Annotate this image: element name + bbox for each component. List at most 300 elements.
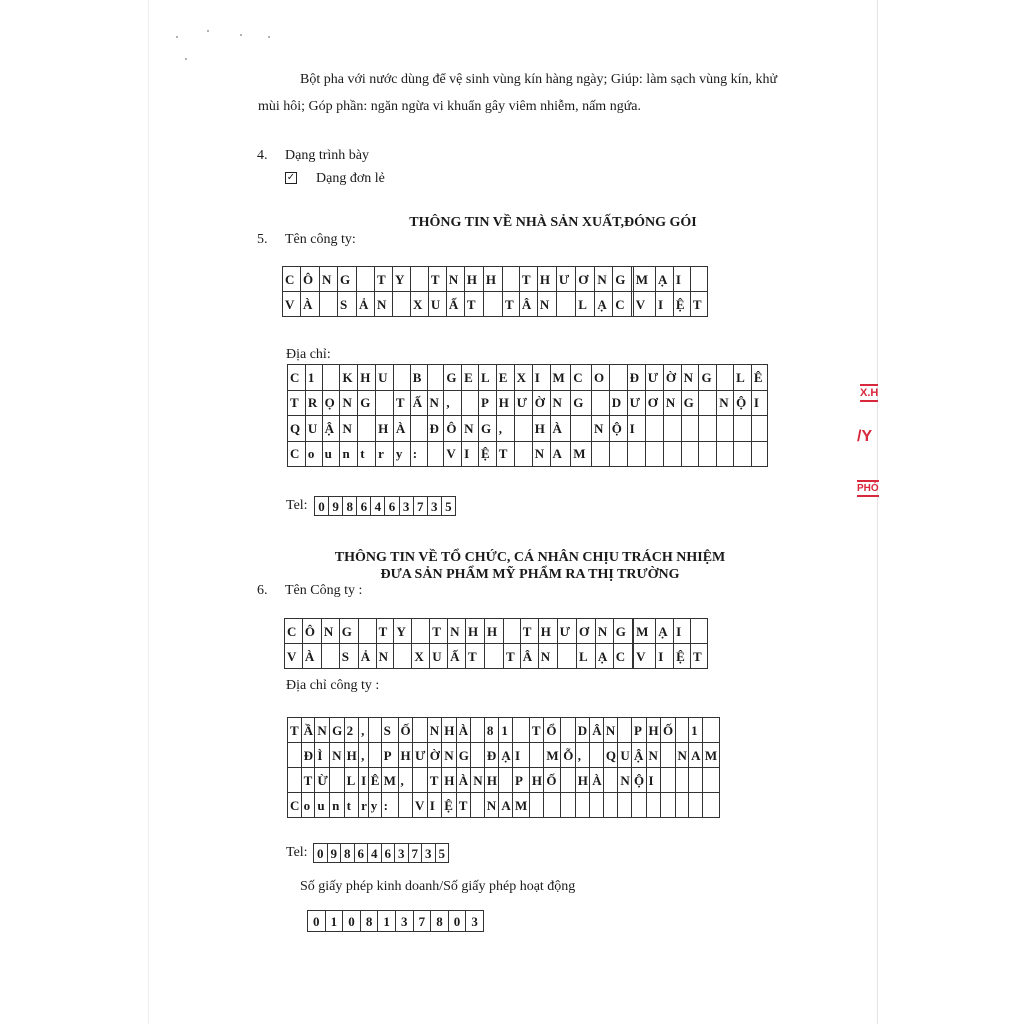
grid-char: Y bbox=[394, 271, 405, 287]
grid-cell bbox=[646, 793, 660, 818]
grid-cell bbox=[674, 619, 691, 644]
grid-char: Q bbox=[605, 747, 617, 763]
grid-char: Ộ bbox=[736, 395, 747, 411]
grid-cell bbox=[430, 619, 448, 644]
grid-char: Ệ bbox=[444, 797, 453, 813]
grid-char: U bbox=[620, 747, 630, 763]
grid-char: T bbox=[505, 648, 515, 664]
red-stamp-fragment: X.H bbox=[860, 384, 878, 402]
grid-cell bbox=[675, 743, 689, 768]
heading-responsible-line-1: THÔNG TIN VỀ TỔ CHỨC, CÁ NHÂN CHỊU TRÁCH NHIỆM bbox=[334, 550, 726, 565]
grid-cell bbox=[381, 768, 398, 793]
grid-cell bbox=[471, 793, 485, 818]
tel-label-2: Tel: bbox=[286, 845, 308, 860]
grid-cell bbox=[471, 718, 485, 743]
grid-cell bbox=[681, 416, 699, 442]
grid-char: H bbox=[360, 369, 371, 385]
grid-cell bbox=[702, 768, 719, 793]
grid-cell bbox=[315, 743, 330, 768]
grid-char: L bbox=[736, 369, 745, 385]
tel-label: Tel: bbox=[286, 498, 308, 513]
grid-cell bbox=[590, 768, 604, 793]
grid-char: G bbox=[701, 369, 712, 385]
grid-cell bbox=[645, 416, 663, 442]
grid-cell bbox=[613, 267, 632, 292]
grid-cell bbox=[376, 416, 394, 442]
grid-cell bbox=[514, 441, 532, 467]
grid-cell bbox=[717, 441, 734, 467]
grid-cell bbox=[655, 292, 673, 317]
grid-cell bbox=[613, 619, 632, 644]
grid-cell bbox=[368, 718, 381, 743]
grid-cell bbox=[471, 768, 485, 793]
grid-cell bbox=[398, 718, 412, 743]
grid-cell bbox=[613, 292, 632, 317]
grid-char: Ố bbox=[400, 722, 411, 738]
grid-cell bbox=[368, 768, 381, 793]
grid-char: Ạ bbox=[658, 623, 668, 639]
grid-cell bbox=[499, 768, 513, 793]
grid-cell bbox=[675, 768, 689, 793]
grid-char: H bbox=[466, 271, 477, 287]
grid-cell bbox=[603, 718, 617, 743]
grid-char: A bbox=[552, 446, 562, 462]
grid-cell bbox=[556, 292, 575, 317]
digit-cell: 7 bbox=[413, 497, 427, 516]
grid-cell bbox=[302, 644, 321, 669]
grid-char: I bbox=[676, 623, 682, 639]
grid-char: N bbox=[342, 420, 352, 436]
checkbox-single-form[interactable]: ✓ bbox=[286, 172, 296, 183]
grid-char: À bbox=[304, 648, 315, 664]
company-address-grid bbox=[287, 717, 720, 818]
grid-cell bbox=[576, 292, 595, 317]
grid-cell bbox=[751, 441, 767, 467]
company-name-grid-2 bbox=[284, 618, 708, 669]
grid-char: N bbox=[486, 797, 497, 813]
grid-char: V bbox=[414, 797, 425, 813]
grid-cell bbox=[412, 743, 427, 768]
grid-char: I bbox=[515, 747, 521, 763]
grid-cell bbox=[674, 644, 691, 669]
grid-cell bbox=[550, 441, 571, 467]
grid-char: Ổ bbox=[546, 722, 557, 738]
grid-char: X bbox=[414, 648, 424, 664]
grid-cell bbox=[496, 365, 514, 391]
grid-char: C bbox=[290, 369, 300, 385]
grid-cell bbox=[609, 390, 627, 416]
grid-cell bbox=[427, 718, 441, 743]
grid-char: P bbox=[383, 747, 392, 763]
grid-cell bbox=[478, 390, 496, 416]
grid-cell bbox=[556, 267, 575, 292]
grid-cell bbox=[448, 619, 466, 644]
grid-char: Q bbox=[290, 420, 301, 436]
grid-cell bbox=[633, 267, 655, 292]
grid-cell bbox=[456, 768, 470, 793]
grid-cell bbox=[464, 267, 483, 292]
grid-cell bbox=[699, 416, 717, 442]
grid-char: : bbox=[412, 446, 418, 462]
grid-cell bbox=[613, 644, 632, 669]
grid-cell bbox=[305, 441, 322, 467]
grid-cell bbox=[305, 365, 322, 391]
grid-cell bbox=[315, 768, 330, 793]
grid-char: Ệ bbox=[676, 648, 685, 664]
grid-cell bbox=[634, 619, 656, 644]
grid-cell bbox=[544, 768, 561, 793]
digit-cell: 9 bbox=[327, 844, 341, 863]
grid-char: Ệ bbox=[480, 446, 490, 462]
grid-cell bbox=[633, 292, 655, 317]
grid-char: R bbox=[307, 395, 318, 411]
red-stamp-fragment: /Y bbox=[857, 428, 873, 445]
grid-char: H bbox=[400, 747, 411, 763]
grid-cell bbox=[301, 718, 315, 743]
grid-cell bbox=[503, 644, 520, 669]
grid-char: Â bbox=[522, 648, 533, 664]
grid-cell bbox=[305, 390, 322, 416]
grid-cell bbox=[591, 441, 609, 467]
grid-char: T bbox=[378, 623, 388, 639]
license-label: Số giấy phép kinh doanh/Số giấy phép hoạt động bbox=[300, 879, 576, 894]
grid-char: y bbox=[395, 446, 403, 462]
grid-cell bbox=[442, 793, 456, 818]
grid-cell bbox=[448, 644, 466, 669]
grid-char: I bbox=[657, 296, 663, 312]
grid-cell bbox=[462, 390, 479, 416]
grid-char: Ư bbox=[647, 369, 659, 385]
grid-cell bbox=[357, 292, 375, 317]
grid-cell bbox=[690, 644, 707, 669]
grid-cell bbox=[330, 718, 344, 743]
grid-cell bbox=[285, 644, 303, 669]
grid-char: C bbox=[285, 271, 295, 287]
grid-char: N bbox=[464, 420, 474, 436]
grid-cell bbox=[427, 365, 444, 391]
grid-cell bbox=[344, 718, 358, 743]
grid-char: r bbox=[378, 446, 384, 462]
grid-cell bbox=[322, 390, 340, 416]
grid-char: N bbox=[317, 722, 327, 738]
grid-char: H bbox=[444, 722, 455, 738]
grid-cell bbox=[456, 793, 470, 818]
grid-cell bbox=[376, 619, 394, 644]
grid-char: H bbox=[534, 420, 545, 436]
grid-cell bbox=[462, 416, 479, 442]
grid-cell bbox=[466, 644, 485, 669]
grid-char: Ừ bbox=[317, 772, 328, 788]
grid-cell bbox=[645, 441, 663, 467]
grid-cell bbox=[575, 743, 589, 768]
grid-cell bbox=[344, 768, 358, 793]
grid-char: Ệ bbox=[675, 296, 685, 312]
grid-cell bbox=[394, 619, 412, 644]
grid-cell bbox=[496, 441, 514, 467]
grid-cell bbox=[681, 390, 699, 416]
grid-cell bbox=[609, 441, 627, 467]
grid-cell bbox=[717, 365, 734, 391]
grid-char: D bbox=[577, 722, 588, 738]
grid-cell bbox=[618, 743, 632, 768]
grid-cell bbox=[340, 416, 358, 442]
grid-char: Ư bbox=[558, 271, 570, 287]
intro-line-2: mùi hôi; Góp phần: ngăn ngừa vi khuẩn gây viêm nhiễm, nấm ngứa. bbox=[258, 99, 641, 114]
grid-char: Ả bbox=[359, 296, 369, 312]
grid-char: 1 bbox=[307, 369, 315, 385]
grid-cell bbox=[359, 718, 369, 743]
grid-char: o bbox=[307, 446, 315, 462]
grid-cell bbox=[358, 390, 376, 416]
grid-cell bbox=[427, 768, 441, 793]
grid-cell bbox=[661, 768, 675, 793]
grid-char: H bbox=[539, 271, 550, 287]
grid-cell bbox=[412, 619, 430, 644]
digit-cell: 3 bbox=[422, 844, 436, 863]
grid-char: H bbox=[648, 722, 659, 738]
grid-char: N bbox=[540, 648, 551, 664]
grid-cell bbox=[513, 768, 530, 793]
grid-cell bbox=[663, 390, 681, 416]
grid-char: Ọ bbox=[324, 395, 335, 411]
grid-char: Đ bbox=[486, 747, 497, 763]
grid-cell bbox=[590, 718, 604, 743]
grid-char: G bbox=[480, 420, 492, 436]
grid-char: T bbox=[395, 395, 405, 411]
grid-char: Â bbox=[592, 722, 602, 738]
grid-cell bbox=[484, 619, 503, 644]
grid-cell bbox=[456, 718, 470, 743]
grid-cell bbox=[699, 365, 717, 391]
grid-char: T bbox=[430, 271, 440, 287]
grid-cell bbox=[337, 292, 356, 317]
grid-cell bbox=[751, 365, 767, 391]
grid-cell bbox=[398, 743, 412, 768]
grid-row bbox=[288, 718, 720, 743]
address-grid bbox=[287, 364, 768, 467]
grid-cell bbox=[427, 416, 444, 442]
grid-char: I bbox=[464, 446, 470, 462]
license-grid bbox=[307, 910, 484, 932]
grid-cell bbox=[330, 743, 344, 768]
grid-cell bbox=[557, 644, 576, 669]
grid-cell bbox=[532, 390, 550, 416]
grid-cell bbox=[673, 292, 690, 317]
grid-cell bbox=[368, 743, 381, 768]
grid-cell bbox=[301, 793, 315, 818]
grid-cell bbox=[456, 743, 470, 768]
grid-cell bbox=[410, 441, 427, 467]
grid-char: N bbox=[593, 420, 604, 436]
grid-cell bbox=[576, 644, 595, 669]
grid-char: L bbox=[578, 648, 588, 664]
grid-cell bbox=[344, 793, 358, 818]
grid-char: M bbox=[546, 747, 559, 763]
grid-char: I bbox=[534, 369, 540, 385]
digit-cell: 5 bbox=[441, 497, 455, 516]
grid-cell bbox=[337, 267, 356, 292]
grid-cell bbox=[484, 768, 498, 793]
grid-char: N bbox=[665, 395, 676, 411]
grid-cell bbox=[427, 793, 441, 818]
section-5-number: 5. bbox=[257, 232, 268, 247]
grid-char: O bbox=[593, 369, 605, 385]
grid-char: T bbox=[531, 722, 541, 738]
grid-cell bbox=[520, 619, 538, 644]
grid-char: N bbox=[597, 271, 607, 287]
grid-cell bbox=[702, 743, 719, 768]
digit-cell: 6 bbox=[385, 497, 399, 516]
grid-cell bbox=[478, 365, 496, 391]
grid-char: Đ bbox=[629, 369, 639, 385]
grid-char: N bbox=[322, 271, 332, 287]
grid-cell bbox=[288, 718, 302, 743]
grid-cell bbox=[673, 267, 690, 292]
grid-char: B bbox=[412, 369, 422, 385]
grid-char: Ậ bbox=[634, 747, 644, 763]
grid-char: y bbox=[370, 797, 378, 813]
grid-char: Ả bbox=[360, 648, 371, 664]
grid-cell bbox=[603, 793, 617, 818]
grid-char: M bbox=[552, 369, 565, 385]
grid-char: M bbox=[383, 772, 396, 788]
grid-cell bbox=[609, 365, 627, 391]
grid-cell bbox=[392, 267, 410, 292]
grid-char: N bbox=[377, 296, 387, 312]
grid-row bbox=[288, 416, 768, 442]
grid-char: N bbox=[620, 772, 630, 788]
grid-cell bbox=[595, 619, 613, 644]
grid-cell bbox=[690, 619, 707, 644]
grid-cell bbox=[513, 743, 530, 768]
grid-char: N bbox=[539, 296, 550, 312]
grid-cell bbox=[595, 267, 613, 292]
grid-cell bbox=[557, 619, 576, 644]
grid-cell bbox=[571, 390, 592, 416]
grid-cell bbox=[591, 416, 609, 442]
grid-char: Ấ bbox=[412, 395, 423, 411]
grid-cell bbox=[632, 768, 646, 793]
grid-char: À bbox=[395, 420, 406, 436]
digit-cell: 3 bbox=[395, 844, 409, 863]
grid-cell bbox=[330, 768, 344, 793]
digit-cell: 6 bbox=[354, 844, 368, 863]
grid-char: H bbox=[577, 772, 588, 788]
grid-cell bbox=[412, 644, 430, 669]
grid-cell bbox=[751, 416, 767, 442]
grid-cell bbox=[499, 718, 513, 743]
grid-char: Ơ bbox=[647, 395, 658, 411]
grid-char: n bbox=[332, 797, 340, 813]
tel-grid-2 bbox=[313, 843, 449, 863]
grid-char: , bbox=[400, 772, 404, 788]
grid-char: N bbox=[378, 648, 388, 664]
grid-char: H bbox=[378, 420, 389, 436]
grid-cell bbox=[302, 619, 321, 644]
grid-cell bbox=[646, 768, 660, 793]
grid-cell bbox=[513, 793, 530, 818]
grid-char: Ư bbox=[414, 747, 426, 763]
grid-char: M bbox=[635, 271, 649, 287]
grid-char: Ô bbox=[302, 271, 314, 287]
grid-char: N bbox=[473, 772, 483, 788]
grid-cell bbox=[381, 793, 398, 818]
grid-cell bbox=[689, 793, 703, 818]
grid-cell bbox=[499, 793, 513, 818]
grid-cell bbox=[618, 718, 632, 743]
grid-char: L bbox=[346, 772, 356, 788]
digit-cell: 3 bbox=[399, 497, 413, 516]
grid-cell bbox=[734, 441, 752, 467]
grid-cell bbox=[529, 743, 543, 768]
grid-cell bbox=[428, 267, 446, 292]
grid-char: À bbox=[592, 772, 602, 788]
grid-char: X bbox=[516, 369, 526, 385]
grid-cell bbox=[699, 441, 717, 467]
grid-char: À bbox=[458, 722, 469, 738]
grid-cell bbox=[591, 365, 609, 391]
grid-char: N bbox=[719, 395, 729, 411]
grid-row bbox=[283, 267, 708, 292]
grid-cell bbox=[427, 743, 441, 768]
grid-cell bbox=[689, 743, 703, 768]
grid-char: n bbox=[342, 446, 350, 462]
grid-cell bbox=[398, 793, 412, 818]
grid-char: À bbox=[552, 420, 562, 436]
grid-char: P bbox=[515, 772, 523, 788]
grid-char: M bbox=[573, 446, 586, 462]
grid-char: Ạ bbox=[597, 648, 608, 664]
grid-cell bbox=[690, 292, 707, 317]
grid-cell bbox=[513, 718, 530, 743]
grid-cell bbox=[634, 644, 656, 669]
grid-cell bbox=[632, 793, 646, 818]
grid-cell bbox=[359, 768, 369, 793]
grid-char: N bbox=[332, 747, 342, 763]
grid-cell bbox=[537, 267, 556, 292]
grid-cell bbox=[519, 292, 537, 317]
grid-char: U bbox=[430, 296, 441, 312]
grid-char: Ạ bbox=[597, 296, 607, 312]
grid-char: H bbox=[540, 623, 551, 639]
grid-cell bbox=[427, 441, 444, 467]
grid-char: Ờ bbox=[429, 747, 440, 763]
grid-cell bbox=[288, 390, 306, 416]
grid-cell bbox=[466, 619, 485, 644]
grid-char: Y bbox=[396, 623, 406, 639]
grid-cell bbox=[550, 365, 571, 391]
grid-cell bbox=[322, 365, 340, 391]
grid-char: 2 bbox=[346, 722, 354, 738]
grid-cell bbox=[322, 416, 340, 442]
grid-char: Ư bbox=[516, 395, 527, 411]
grid-char: T bbox=[290, 395, 299, 411]
grid-char: V bbox=[446, 446, 456, 462]
grid-char: À bbox=[458, 772, 469, 788]
grid-char: T bbox=[468, 648, 477, 664]
section-4-number: 4. bbox=[257, 148, 268, 163]
grid-cell bbox=[734, 390, 752, 416]
digit-cell: 3 bbox=[395, 911, 413, 932]
grid-cell bbox=[358, 619, 376, 644]
grid-cell bbox=[646, 743, 660, 768]
grid-row bbox=[283, 292, 708, 317]
grid-cell bbox=[393, 416, 410, 442]
grid-cell bbox=[464, 292, 483, 317]
grid-cell bbox=[442, 718, 456, 743]
grid-cell bbox=[410, 390, 427, 416]
grid-char: , bbox=[498, 420, 502, 436]
